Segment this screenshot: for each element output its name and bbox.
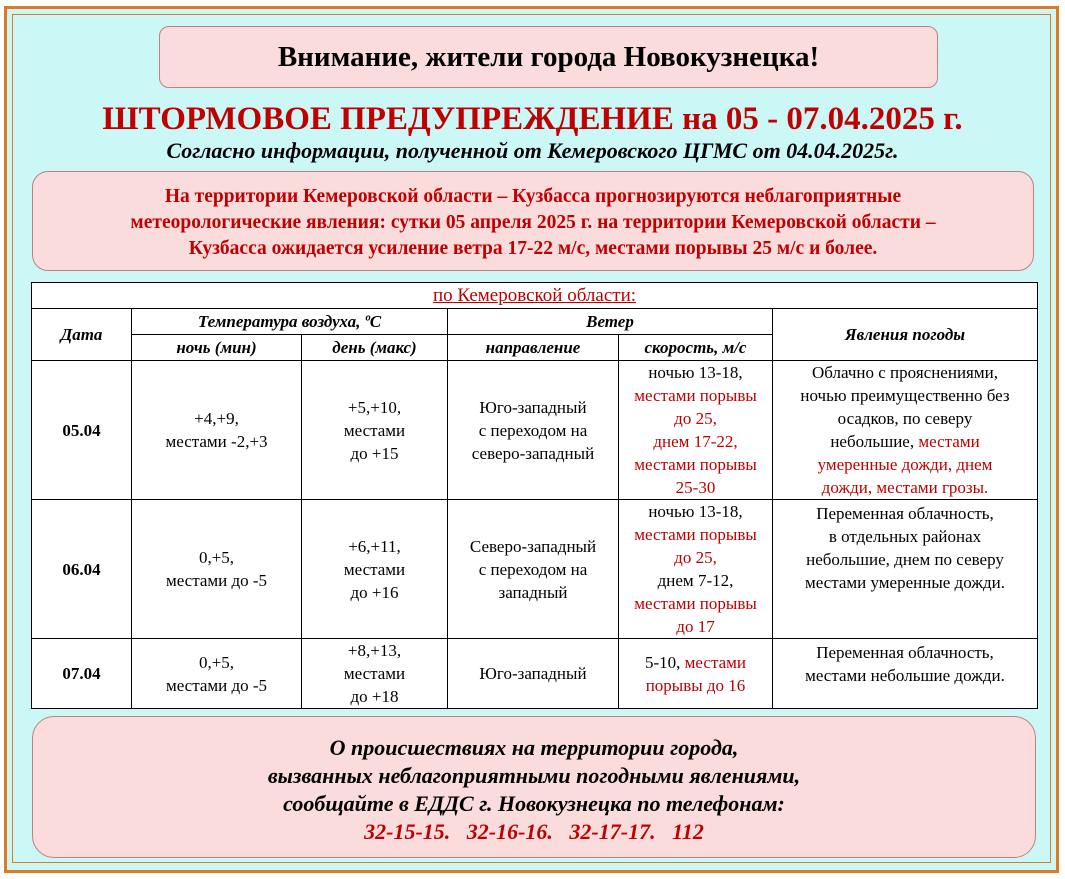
cell-line: Переменная облачность,	[816, 504, 994, 523]
cell-line: местами небольшие дожди.	[805, 666, 1005, 685]
phenomena-cell	[773, 500, 1038, 639]
phenomena-cell	[773, 361, 1038, 500]
phenomena-header: Явления погоды	[773, 309, 1038, 361]
cell-line: Переменная облачность,	[816, 643, 994, 662]
cell-line: местами порывы	[634, 386, 757, 405]
cell-line: местами	[343, 664, 406, 683]
speed-header: скорость, м/с	[619, 335, 773, 361]
cell-line: 0,+5,	[198, 548, 235, 567]
wind-speed-cell	[619, 500, 773, 639]
cell-line: местами порывы	[634, 594, 757, 613]
day-temp-cell	[302, 639, 448, 709]
attention-banner	[159, 26, 938, 88]
wind-direction-cell	[448, 361, 619, 500]
cell-line: до 17	[676, 617, 715, 636]
alert-line-2: метеорологические явления: сутки 05 апреля 2025 г. на территории Кемеровской области –	[130, 212, 936, 233]
source-subtitle: Согласно информации, полученной от Кемеровского ЦГМС от 04.04.2025г.	[166, 138, 899, 163]
cell-line: местами умеренные дожди.	[804, 573, 1006, 592]
cell-line: в отдельных районах	[828, 527, 982, 546]
cell-line: местами	[343, 559, 406, 579]
cell-line: Юго-западный	[479, 397, 587, 417]
phenomena-cell	[773, 639, 1038, 709]
cell-line: местами	[343, 420, 406, 440]
cell-line	[621, 651, 770, 674]
cell-line: местами до -5	[165, 675, 268, 695]
forecast-table	[31, 282, 1038, 709]
cell-line: местами порывы	[634, 455, 757, 474]
day-temp-cell	[302, 361, 448, 500]
cell-line: днем 7-12,	[657, 571, 734, 590]
cell-line: до +15	[350, 443, 399, 463]
alert-line-1: На территории Кемеровской области – Кузбасса прогнозируются неблагоприятные	[164, 186, 902, 207]
cell-line: днем 17-22,	[653, 432, 738, 451]
cell-line: ночью 13-18,	[648, 363, 743, 382]
row-date: 07.04	[32, 639, 132, 709]
night-temp-cell	[132, 500, 302, 639]
contact-box	[32, 716, 1036, 858]
wind-speed-cell	[619, 639, 773, 709]
cell-line: ночью 13-18,	[648, 502, 743, 521]
cell-line: +8,+13,	[347, 641, 402, 660]
storm-warning-title: ШТОРМОВОЕ ПРЕДУПРЕЖДЕНИЕ на 05 - 07.04.2025 г.	[102, 101, 963, 137]
row-date: 05.04	[32, 361, 132, 500]
day-temp-cell	[302, 500, 448, 639]
wind-speed-cell	[619, 361, 773, 500]
contact-line-2: вызванных неблагоприятными погодными явлениями,	[267, 763, 801, 788]
contact-line-1: О происшествиях на территории города,	[329, 735, 739, 760]
wind-direction-cell	[448, 500, 619, 639]
contact-line-3: сообщайте в ЕДДС г. Новокузнецка по телефонам:	[283, 791, 785, 816]
cell-line: до 25,	[674, 548, 717, 567]
cell-line: северо-западный	[471, 443, 595, 463]
table-row	[32, 361, 1038, 500]
cell-line: местами до -5	[165, 571, 268, 590]
table-row	[32, 639, 1038, 709]
cell-line: порывы до 16	[645, 675, 746, 695]
alert-box	[32, 171, 1034, 271]
cell-line: 25-30	[675, 478, 716, 497]
region-label: по Кемеровской области:	[432, 285, 637, 306]
cell-line: до +18	[350, 687, 399, 706]
cell-line: западный	[498, 582, 568, 602]
cell-line: осадков, по северу	[837, 409, 973, 428]
cell-line	[775, 430, 1035, 453]
table-row	[32, 500, 1038, 639]
row-date: 06.04	[32, 500, 132, 639]
cell-text-red: местами	[918, 432, 980, 451]
cell-text-red: местами	[684, 652, 746, 672]
cell-text: небольшие,	[830, 432, 919, 451]
cell-line: +5,+10,	[347, 397, 402, 417]
cell-line: +6,+11,	[348, 536, 401, 556]
cell-line: небольшие, днем по северу	[806, 550, 1004, 569]
cell-line: умеренные дожди, днем	[817, 455, 993, 474]
cell-line: до +16	[350, 582, 399, 602]
cell-line: +4,+9,	[194, 409, 239, 428]
table-region-header	[32, 283, 1038, 309]
phone-numbers: 32-15-15. 32-16-16. 32-17-17. 112	[364, 819, 704, 844]
wind-header: Ветер	[448, 309, 773, 335]
cell-line: ночью преимущественно без	[800, 386, 1010, 405]
cell-line: до 25,	[674, 409, 717, 428]
cell-line: местами -2,+3	[165, 432, 268, 451]
cell-line: Юго-западный	[479, 664, 587, 683]
cell-line: дожди, местами грозы.	[821, 478, 989, 497]
direction-header: направление	[448, 335, 619, 361]
wind-direction-cell	[448, 639, 619, 709]
night-temp-cell	[132, 639, 302, 709]
temperature-header: Температура воздуха, ºС	[132, 309, 448, 335]
cell-line: местами порывы	[634, 525, 757, 544]
cell-line: Облачно с прояснениями,	[812, 363, 998, 382]
night-header: ночь (мин)	[132, 335, 302, 361]
night-temp-cell	[132, 361, 302, 500]
cell-line: с переходом на	[478, 420, 588, 440]
cell-line: Северо-западный	[469, 536, 597, 556]
cell-line: с переходом на	[478, 559, 588, 579]
day-header: день (макс)	[302, 335, 448, 361]
date-header: Дата	[32, 309, 132, 361]
cell-line: 0,+5,	[198, 652, 235, 672]
alert-line-3: Кузбасса ожидается усиление ветра 17-22 м/с, местами порывы 25 м/с и более.	[188, 238, 878, 259]
cell-text: 5-10,	[645, 652, 685, 672]
banner-text: Внимание, жители города Новокузнецка!	[277, 40, 820, 73]
